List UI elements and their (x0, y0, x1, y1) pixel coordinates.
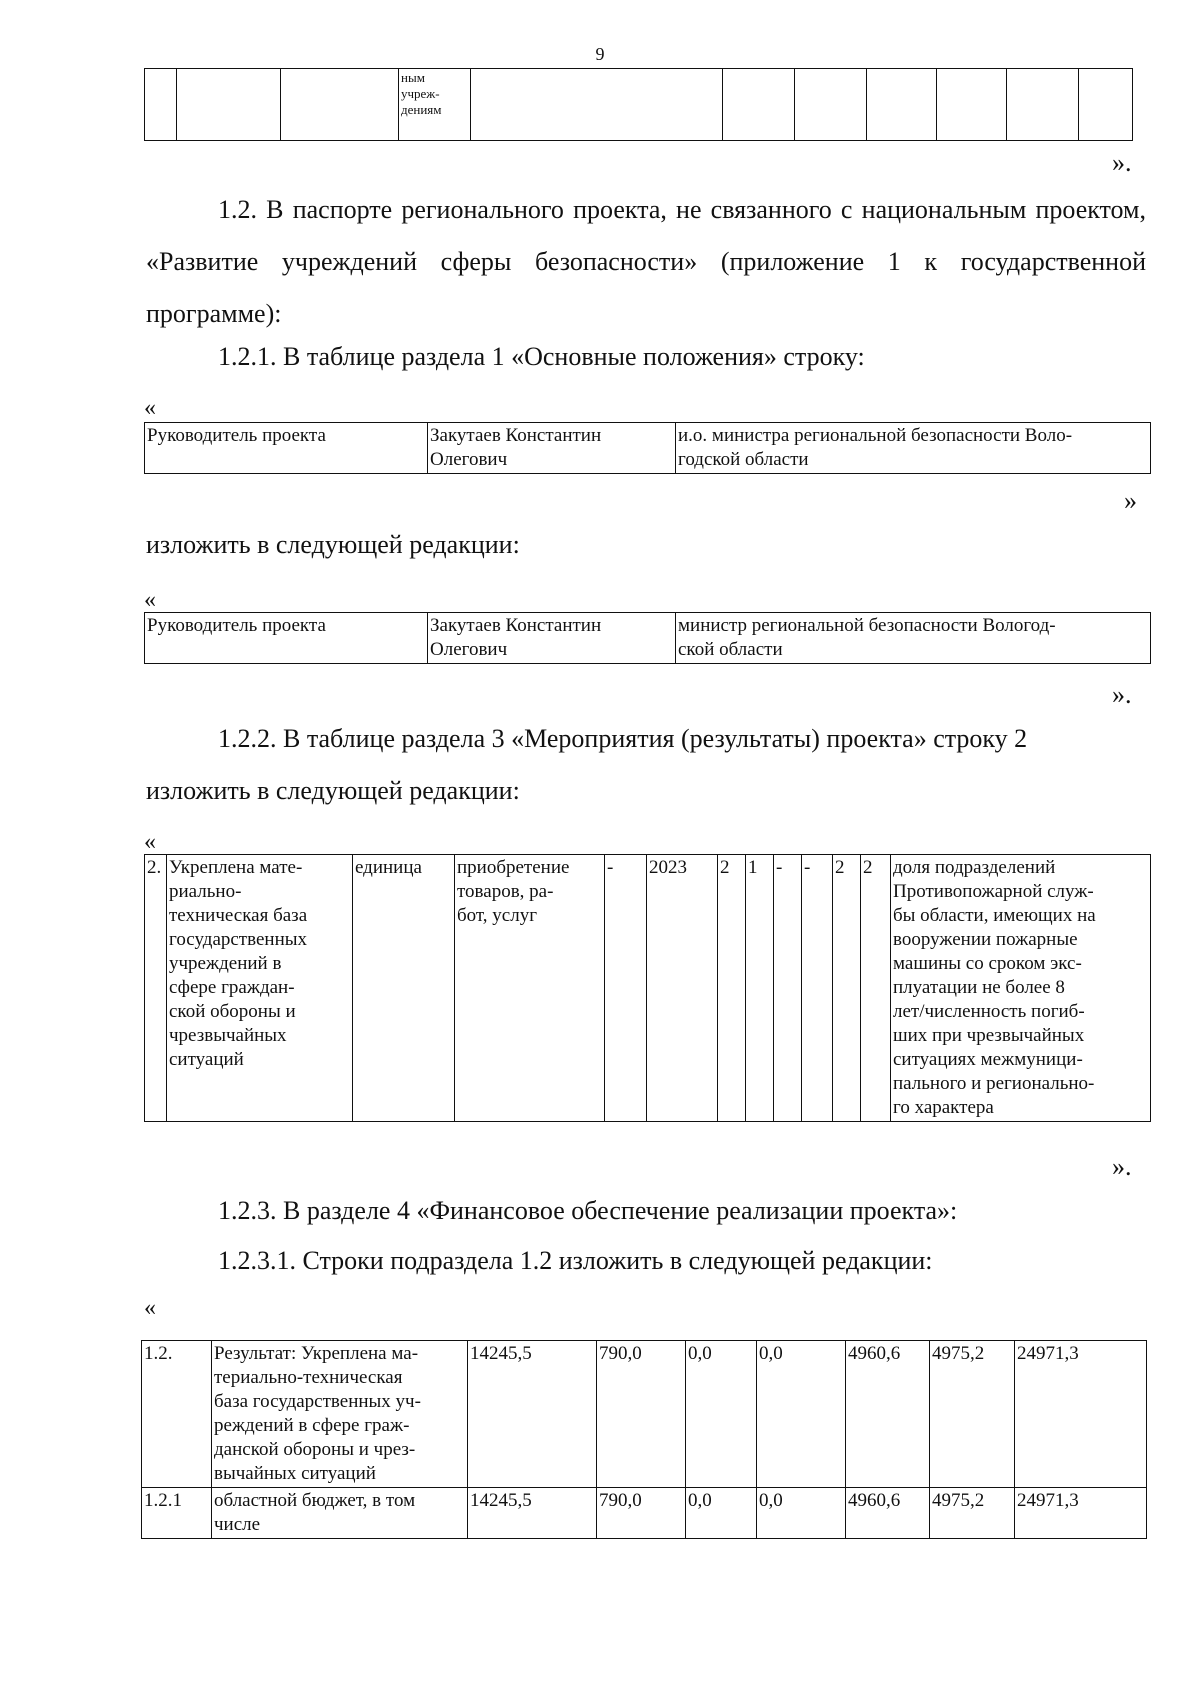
value-cell: 2 (861, 855, 891, 1122)
new-leader-table (144, 612, 1151, 664)
cell-line: министр региональной безопасности Вологод- (678, 615, 1056, 636)
role-cell: Руководитель проекта (145, 423, 428, 474)
cell-line: териально-техническая (214, 1367, 403, 1388)
cell-line: сфере граждан- (169, 977, 295, 998)
result-cell (167, 855, 353, 1122)
cell-line: Укреплена мате- (169, 857, 303, 878)
row-number: 1.2. (142, 1341, 212, 1488)
value-cell: 4975,2 (930, 1488, 1015, 1539)
open-quote: « (144, 395, 156, 421)
cell-line: товаров, ра- (457, 881, 554, 902)
cell-line: ситуациях межмуници- (893, 1049, 1083, 1070)
value-cell: 4975,2 (930, 1341, 1015, 1488)
cell-line: вычайных ситуаций (214, 1463, 376, 1484)
row-number: 1.2.1 (142, 1488, 212, 1539)
value-cell: 24971,3 (1015, 1488, 1147, 1539)
cell-line: чрезвычайных (169, 1025, 287, 1046)
cell-line: государственных (169, 929, 308, 950)
cell-line: ской области (678, 639, 783, 660)
table-cell (145, 69, 177, 141)
closing-quote: ». (1112, 680, 1132, 709)
closing-quote: ». (1112, 148, 1132, 177)
cell-line: плуатации не более 8 (893, 977, 1065, 998)
row-number: 2. (145, 855, 167, 1122)
cell-line: ших при чрезвычайных (893, 1025, 1085, 1046)
heading-1-2-1: 1.2.1. В таблице раздела 1 «Основные положения» строку: (218, 342, 865, 371)
value-cell: 790,0 (597, 1341, 686, 1488)
cell-line: лет/численность погиб- (893, 1001, 1085, 1022)
cell-line: областной бюджет, в том (214, 1490, 416, 1511)
cell-line: учреждений в (169, 953, 282, 974)
cell-line: бы области, имеющих на (893, 905, 1096, 926)
type-cell (455, 855, 605, 1122)
paragraph-1-2 (146, 184, 1146, 340)
open-quote: « (144, 587, 156, 613)
cell-line: риально- (169, 881, 242, 902)
value-cell: 0,0 (757, 1488, 846, 1539)
table-cell (867, 69, 937, 141)
cell-line: учреж- (401, 86, 440, 101)
value-cell: 0,0 (686, 1488, 757, 1539)
cell-line: Олегович (430, 639, 508, 660)
value-cell: 24971,3 (1015, 1341, 1147, 1488)
value-cell: - (774, 855, 802, 1122)
cell-line: го характера (893, 1097, 994, 1118)
closing-quote: ». (1112, 1152, 1132, 1181)
cell-line: ситуаций (169, 1049, 244, 1070)
open-quote: « (144, 829, 156, 855)
cell-line: техническая база (169, 905, 308, 926)
value-cell: 4960,6 (846, 1341, 930, 1488)
table-cell (177, 69, 281, 141)
position-cell (676, 613, 1151, 664)
heading-1-2-2-line1: 1.2.2. В таблице раздела 3 «Мероприятия (результаты) проекта» строку 2 (218, 724, 1028, 753)
heading-1-2-3-1: 1.2.3.1. Строки подраздела 1.2 изложить в следующей редакции: (218, 1246, 933, 1275)
table-cell (937, 69, 1007, 141)
cell-line: приобретение (457, 857, 570, 878)
indicator-cell (891, 855, 1151, 1122)
cell-line: машины со сроком экс- (893, 953, 1082, 974)
heading-1-2-3: 1.2.3. В разделе 4 «Финансовое обеспечение реализации проекта»: (218, 1196, 958, 1225)
cell-line: Результат: Укреплена ма- (214, 1343, 419, 1364)
cell-line: дениям (401, 102, 442, 117)
value-cell: 790,0 (597, 1488, 686, 1539)
open-quote: « (144, 1295, 156, 1321)
cell-line: ской обороны и (169, 1001, 296, 1022)
unit-cell: единица (353, 855, 455, 1122)
table-cell (795, 69, 867, 141)
value-cell: 0,0 (757, 1341, 846, 1488)
cell-line: бот, услуг (457, 905, 537, 926)
name-cell (212, 1488, 468, 1539)
name-cell (212, 1341, 468, 1488)
cell-line: Закутаев Константин (430, 615, 602, 636)
cell-line: годской области (678, 449, 809, 470)
cell-line: база государственных уч- (214, 1391, 421, 1412)
year-cell: 2023 (647, 855, 718, 1122)
cell-line: Закутаев Константин (430, 425, 602, 446)
table-cell (471, 69, 723, 141)
cell-line: числе (214, 1514, 261, 1535)
cell-line: Олегович (430, 449, 508, 470)
value-cell: 0,0 (686, 1341, 757, 1488)
cell-line: ным (401, 70, 425, 85)
table-cell (281, 69, 399, 141)
paragraph-text: 1.2. В паспорте регионального проекта, не связанного с национальным проектом, «Развитие учреждений сферы безопасности» (приложение 1 к государственной программе): (146, 195, 1146, 328)
heading-1-2-2-line2: изложить в следующей редакции: (146, 776, 520, 805)
cell-line: пального и регионально- (893, 1073, 1095, 1094)
replace-text: изложить в следующей редакции: (146, 530, 520, 559)
old-leader-table (144, 422, 1151, 474)
table-cell (723, 69, 795, 141)
cell-line: данской обороны и чрез- (214, 1439, 416, 1460)
closing-quote: » (1124, 486, 1137, 515)
finance-table (141, 1340, 1147, 1539)
page-number: 9 (595, 44, 605, 64)
cell-line: доля подразделений (893, 857, 1056, 878)
base-cell: - (605, 855, 647, 1122)
table-cell (1079, 69, 1133, 141)
cell-line: реждений в сфере граж- (214, 1415, 410, 1436)
value-cell: - (802, 855, 833, 1122)
value-cell: 2 (718, 855, 746, 1122)
name-cell (428, 613, 676, 664)
table-cell (399, 69, 471, 141)
value-cell: 14245,5 (468, 1341, 597, 1488)
name-cell (428, 423, 676, 474)
position-cell (676, 423, 1151, 474)
role-cell: Руководитель проекта (145, 613, 428, 664)
activities-table (144, 854, 1151, 1122)
value-cell: 14245,5 (468, 1488, 597, 1539)
value-cell: 4960,6 (846, 1488, 930, 1539)
table-cell (1007, 69, 1079, 141)
value-cell: 2 (833, 855, 861, 1122)
value-cell: 1 (746, 855, 774, 1122)
cell-line: вооружении пожарные (893, 929, 1078, 950)
cell-line: и.о. министра региональной безопасности Воло- (678, 425, 1073, 446)
top-fragment-table (144, 68, 1133, 141)
cell-line: Противопожарной служ- (893, 881, 1094, 902)
